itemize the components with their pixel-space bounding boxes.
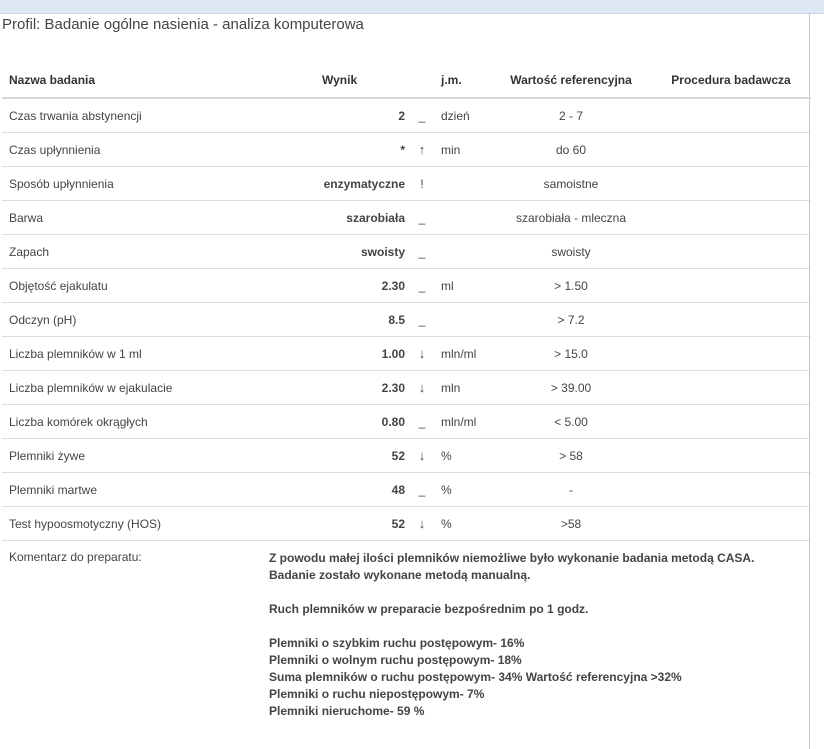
arrow-down-icon: ↓ bbox=[418, 516, 426, 531]
result-flag bbox=[407, 303, 437, 337]
result-flag bbox=[407, 507, 437, 541]
test-result: 2 bbox=[269, 98, 407, 133]
flag-marker: _ bbox=[418, 414, 426, 429]
procedure bbox=[651, 98, 811, 133]
procedure bbox=[651, 507, 811, 541]
flag-marker: _ bbox=[418, 482, 426, 497]
test-result: 0.80 bbox=[269, 405, 407, 439]
flag-marker: _ bbox=[418, 278, 426, 293]
reference-value: > 58 bbox=[491, 439, 651, 473]
procedure bbox=[651, 269, 811, 303]
table-row bbox=[2, 371, 811, 405]
table-row bbox=[2, 269, 811, 303]
procedure bbox=[651, 303, 811, 337]
result-flag bbox=[407, 269, 437, 303]
arrow-down-icon: ↓ bbox=[418, 448, 426, 463]
test-unit bbox=[437, 303, 491, 337]
reference-value: - bbox=[491, 473, 651, 507]
test-name: Barwa bbox=[2, 201, 269, 235]
table-row bbox=[2, 405, 811, 439]
test-unit: min bbox=[437, 133, 491, 167]
results-table bbox=[2, 62, 811, 720]
procedure bbox=[651, 371, 811, 405]
test-result: 52 bbox=[269, 439, 407, 473]
result-flag bbox=[407, 201, 437, 235]
test-name: Odczyn (pH) bbox=[2, 303, 269, 337]
test-result: 8.5 bbox=[269, 303, 407, 337]
procedure bbox=[651, 235, 811, 269]
header-result: Wynik bbox=[269, 62, 407, 98]
result-flag bbox=[407, 405, 437, 439]
test-unit: ml bbox=[437, 269, 491, 303]
header-procedure: Procedura badawcza bbox=[651, 62, 811, 98]
test-name: Liczba komórek okrągłych bbox=[2, 405, 269, 439]
flag-marker: _ bbox=[418, 312, 426, 327]
reference-value: do 60 bbox=[491, 133, 651, 167]
test-name: Czas upłynnienia bbox=[2, 133, 269, 167]
procedure bbox=[651, 167, 811, 201]
test-unit: % bbox=[437, 439, 491, 473]
table-row bbox=[2, 201, 811, 235]
table-row bbox=[2, 337, 811, 371]
table-row bbox=[2, 303, 811, 337]
comment-label: Komentarz do preparatu: bbox=[9, 550, 142, 564]
reference-value: > 1.50 bbox=[491, 269, 651, 303]
reference-value: samoistne bbox=[491, 167, 651, 201]
test-name: Plemniki żywe bbox=[2, 439, 269, 473]
test-name: Sposób upłynnienia bbox=[2, 167, 269, 201]
test-result: 48 bbox=[269, 473, 407, 507]
reference-value: > 39.00 bbox=[491, 371, 651, 405]
test-unit: dzień bbox=[437, 98, 491, 133]
test-unit: mln/ml bbox=[437, 405, 491, 439]
comment-row bbox=[2, 541, 811, 721]
test-name: Plemniki martwe bbox=[2, 473, 269, 507]
procedure bbox=[651, 201, 811, 235]
table-row bbox=[2, 133, 811, 167]
result-flag bbox=[407, 98, 437, 133]
table-row bbox=[2, 98, 811, 133]
header-unit: j.m. bbox=[437, 62, 491, 98]
table-row bbox=[2, 439, 811, 473]
test-unit bbox=[437, 201, 491, 235]
comment-text: Z powodu małej ilości plemników niemożliwe było wykonanie badania metodą CASA. Badanie zostało wykonane metodą manualną. Ruch plemników w preparacie bezpośrednim po 1 godz. Plemniki o szybkim ruchu postępowym- 16% Plemniki o wolnym ruchu postępowym- 18% Suma plemników o ruchu postępowym- 34% Wartość referencyjna >32% Plemniki o ruchu niepostępowym- 7% Plemniki nieruchome- 59 % bbox=[269, 551, 755, 718]
test-result: 52 bbox=[269, 507, 407, 541]
reference-value: swoisty bbox=[491, 235, 651, 269]
test-name: Liczba plemników w ejakulacie bbox=[2, 371, 269, 405]
table-row bbox=[2, 507, 811, 541]
result-flag bbox=[407, 371, 437, 405]
test-unit: % bbox=[437, 507, 491, 541]
arrow-up-icon: ↑ bbox=[418, 142, 426, 157]
table-row bbox=[2, 473, 811, 507]
test-result: 1.00 bbox=[269, 337, 407, 371]
test-unit: % bbox=[437, 473, 491, 507]
test-unit bbox=[437, 235, 491, 269]
window-top-bar bbox=[0, 0, 824, 14]
test-unit: mln/ml bbox=[437, 337, 491, 371]
reference-value: > 15.0 bbox=[491, 337, 651, 371]
flag-marker: _ bbox=[418, 210, 426, 225]
result-flag bbox=[407, 235, 437, 269]
test-unit: mln bbox=[437, 371, 491, 405]
procedure bbox=[651, 337, 811, 371]
result-flag bbox=[407, 133, 437, 167]
test-name: Test hypoosmotyczny (HOS) bbox=[2, 507, 269, 541]
procedure bbox=[651, 133, 811, 167]
test-name: Objętość ejakulatu bbox=[2, 269, 269, 303]
header-reference: Wartość referencyjna bbox=[491, 62, 651, 98]
header-flag bbox=[407, 62, 437, 98]
result-flag bbox=[407, 439, 437, 473]
test-result: szarobiała bbox=[269, 201, 407, 235]
profile-title: Profil: Badanie ogólne nasienia - analiza komputerowa bbox=[2, 16, 364, 33]
test-result: 2.30 bbox=[269, 371, 407, 405]
flag-marker: _ bbox=[418, 108, 426, 123]
procedure bbox=[651, 439, 811, 473]
table-row bbox=[2, 167, 811, 201]
test-result: enzymatyczne bbox=[269, 167, 407, 201]
reference-value: 2 - 7 bbox=[491, 98, 651, 133]
result-flag bbox=[407, 167, 437, 201]
flag-marker: _ bbox=[418, 244, 426, 259]
test-name: Liczba plemników w 1 ml bbox=[2, 337, 269, 371]
table-row bbox=[2, 235, 811, 269]
reference-value: szarobiała - mleczna bbox=[491, 201, 651, 235]
test-result: swoisty bbox=[269, 235, 407, 269]
test-unit bbox=[437, 167, 491, 201]
reference-value: >58 bbox=[491, 507, 651, 541]
flag-marker: ! bbox=[420, 176, 424, 191]
arrow-down-icon: ↓ bbox=[418, 380, 426, 395]
test-name: Czas trwania abstynencji bbox=[2, 98, 269, 133]
reference-value: > 7.2 bbox=[491, 303, 651, 337]
procedure bbox=[651, 405, 811, 439]
test-result: 2.30 bbox=[269, 269, 407, 303]
reference-value: < 5.00 bbox=[491, 405, 651, 439]
test-result: * bbox=[269, 133, 407, 167]
table-header-row bbox=[2, 62, 811, 98]
test-name: Zapach bbox=[2, 235, 269, 269]
result-flag bbox=[407, 337, 437, 371]
procedure bbox=[651, 473, 811, 507]
header-test-name: Nazwa badania bbox=[2, 62, 269, 98]
arrow-down-icon: ↓ bbox=[418, 346, 426, 361]
result-flag bbox=[407, 473, 437, 507]
